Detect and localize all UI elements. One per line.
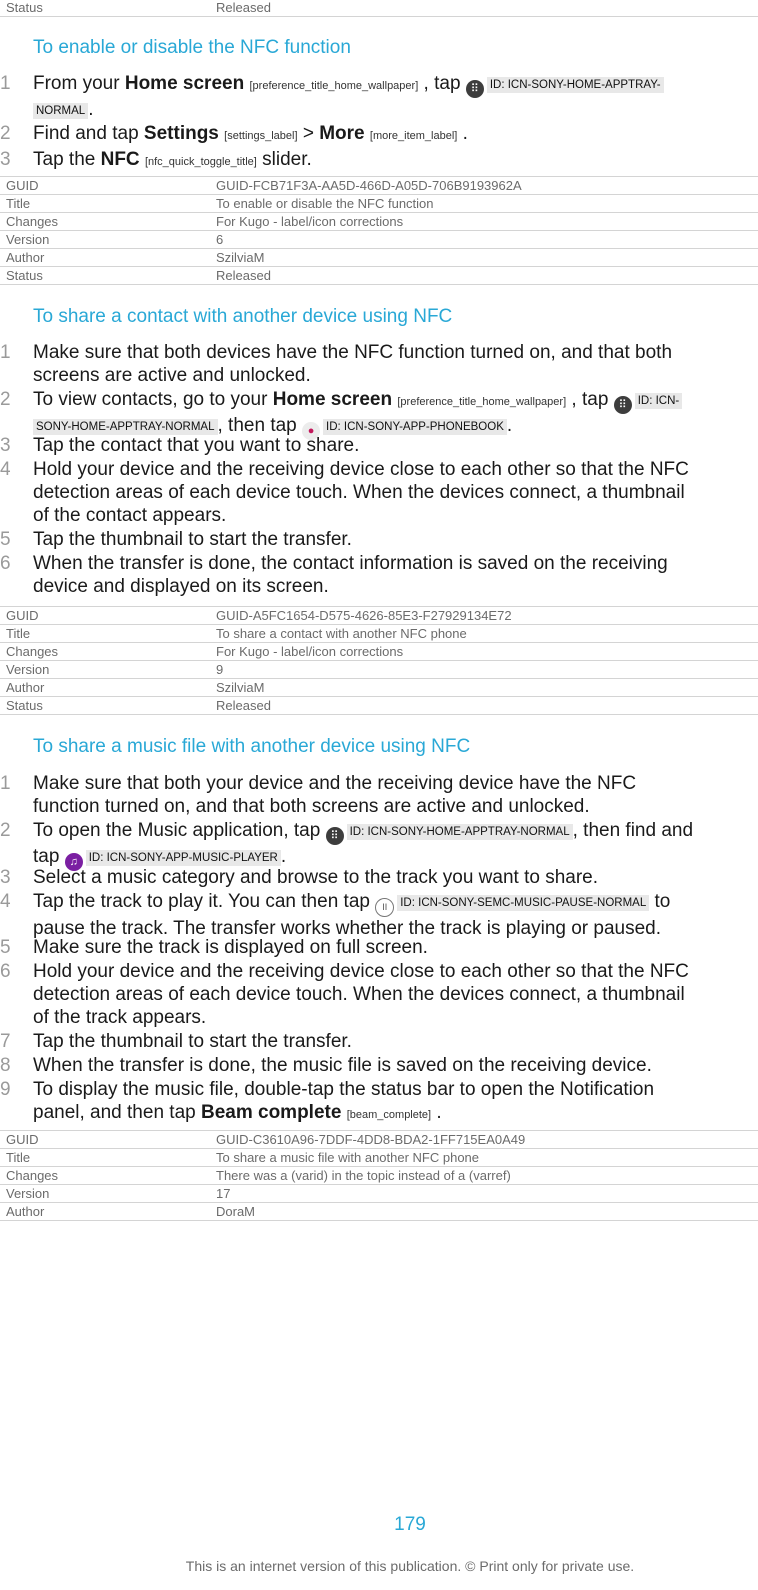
step-text-part: . xyxy=(436,1102,442,1123)
metadata-row xyxy=(0,249,758,267)
metadata-row xyxy=(0,195,758,213)
phonebook-icon: ● xyxy=(302,422,320,440)
metadata-value: For Kugo - label/icon corrections xyxy=(210,213,758,231)
apptray-icon: ⠿ xyxy=(466,80,484,98)
metadata-value: SzilviaM xyxy=(210,679,758,697)
step-text-part: > xyxy=(302,123,314,144)
step-text-line: detection areas of each device touch. When the devices connect, a thumbnail xyxy=(33,482,685,503)
metadata-key: Version xyxy=(0,1185,210,1203)
step-text-line: To display the music file, double-tap the status bar to open the Notification xyxy=(33,1079,655,1100)
metadata-value: Released xyxy=(210,267,758,285)
step-number: 9 xyxy=(0,1079,11,1100)
step-text-part: Tap the track to play it. You can then tap xyxy=(33,891,370,912)
step-text: Tap the contact that you want to share. xyxy=(33,435,360,456)
metadata-value: 17 xyxy=(210,1185,758,1203)
icon-id-label: SONY-HOME-APPTRAY-NORMAL xyxy=(33,419,218,435)
metadata-value: To enable or disable the NFC function xyxy=(210,195,758,213)
step-number: 8 xyxy=(0,1055,11,1076)
metadata-key: GUID xyxy=(0,1131,210,1149)
step-text-line: of the contact appears. xyxy=(33,505,227,526)
icon-id-label: ID: ICN-SONY-APP-PHONEBOOK xyxy=(323,419,507,435)
step-text-line: When the transfer is done, the contact information is saved on the receiving xyxy=(33,553,668,574)
step-text xyxy=(33,819,758,871)
metadata-row xyxy=(0,679,758,697)
step-text-part: panel, and then tap xyxy=(33,1102,196,1123)
pause-icon: II xyxy=(375,898,394,917)
step-text-part: , tap xyxy=(423,73,461,94)
step-text-part: , then find and xyxy=(572,820,694,841)
step-text xyxy=(33,341,758,387)
string-id: [settings_label] xyxy=(224,130,298,142)
metadata-row xyxy=(0,607,758,625)
section-heading-share-contact: To share a contact with another device using NFC xyxy=(33,306,453,327)
step-text xyxy=(33,772,758,818)
step-text-line: screens are active and unlocked. xyxy=(33,365,311,386)
metadata-row xyxy=(0,1185,758,1203)
metadata-key: GUID xyxy=(0,607,210,625)
metadata-key: Status xyxy=(0,697,210,715)
metadata-key: Status xyxy=(0,0,210,17)
metadata-key: Title xyxy=(0,625,210,643)
step-text: Tap the thumbnail to start the transfer. xyxy=(33,529,352,550)
step-text xyxy=(33,890,758,940)
metadata-key: GUID xyxy=(0,177,210,195)
icon-id-label: ID: ICN-SONY-SEMC-MUSIC-PAUSE-NORMAL xyxy=(397,895,649,911)
step-text xyxy=(33,960,758,1029)
string-id: [preference_title_home_wallpaper] xyxy=(249,80,419,92)
apptray-icon: ⠿ xyxy=(614,396,632,414)
metadata-key: Version xyxy=(0,231,210,249)
string-id: [beam_complete] xyxy=(346,1109,432,1121)
metadata-key: Changes xyxy=(0,1167,210,1185)
step-text-part: To view contacts, go to your xyxy=(33,389,268,410)
metadata-table xyxy=(0,606,758,715)
step-text-part: To open the Music application, tap xyxy=(33,820,321,841)
metadata-row xyxy=(0,1203,758,1221)
step-text-line: pause the track. The transfer works whether the track is playing or paused. xyxy=(33,918,662,939)
step-number: 3 xyxy=(0,149,11,170)
step-text: Tap the thumbnail to start the transfer. xyxy=(33,1031,352,1052)
step-text-part: , tap xyxy=(571,389,609,410)
metadata-value: To share a contact with another NFC phone xyxy=(210,625,758,643)
footer-note: This is an internet version of this publication. © Print only for private use. xyxy=(185,1558,635,1574)
string-id: [more_item_label] xyxy=(369,130,458,142)
metadata-key: Title xyxy=(0,1149,210,1167)
step-number: 6 xyxy=(0,553,11,574)
metadata-row xyxy=(0,661,758,679)
step-number: 3 xyxy=(0,867,11,888)
ui-label-settings: Settings xyxy=(143,123,219,144)
metadata-table xyxy=(0,176,758,285)
step-text-part: . xyxy=(88,99,94,120)
step-number: 6 xyxy=(0,961,11,982)
metadata-value: Released xyxy=(210,697,758,715)
metadata-row xyxy=(0,267,758,285)
metadata-value: To share a music file with another NFC phone xyxy=(210,1149,758,1167)
step-text: Select a music category and browse to the track you want to share. xyxy=(33,867,599,888)
metadata-row xyxy=(0,177,758,195)
metadata-value: DoraM xyxy=(210,1203,758,1221)
metadata-row xyxy=(0,643,758,661)
metadata-key: Author xyxy=(0,249,210,267)
metadata-value: GUID-FCB71F3A-AA5D-466D-A05D-706B9193962A xyxy=(210,177,758,195)
metadata-key: Changes xyxy=(0,213,210,231)
metadata-value: SzilviaM xyxy=(210,249,758,267)
metadata-key: Title xyxy=(0,195,210,213)
step-text-line: function turned on, and that both screens are active and unlocked. xyxy=(33,796,590,817)
step-text xyxy=(33,388,758,440)
step-number: 5 xyxy=(0,529,11,550)
step-text: When the transfer is done, the music file is saved on the receiving device. xyxy=(33,1055,652,1076)
metadata-key: Author xyxy=(0,679,210,697)
step-text-part: Tap the xyxy=(33,149,96,170)
step-text-line: Hold your device and the receiving device close to each other so that the NFC xyxy=(33,961,689,982)
metadata-value: For Kugo - label/icon corrections xyxy=(210,643,758,661)
icon-id-label: ID: ICN-SONY-APP-MUSIC-PLAYER xyxy=(86,850,281,866)
step-text-part: slider. xyxy=(262,149,312,170)
step-number: 5 xyxy=(0,937,11,958)
metadata-row xyxy=(0,697,758,715)
step-number: 1 xyxy=(0,73,11,94)
step-number: 2 xyxy=(0,389,11,410)
metadata-table xyxy=(0,1130,758,1221)
step-text xyxy=(33,122,758,148)
step-text-part: to xyxy=(654,891,671,912)
step-number: 2 xyxy=(0,820,11,841)
metadata-row xyxy=(0,1149,758,1167)
step-number: 4 xyxy=(0,891,11,912)
metadata-key: Author xyxy=(0,1203,210,1221)
metadata-value: 9 xyxy=(210,661,758,679)
step-number: 1 xyxy=(0,773,11,794)
step-text xyxy=(33,1078,758,1127)
icon-id-label: NORMAL xyxy=(33,103,88,119)
step-text-part: Find and tap xyxy=(33,123,139,144)
step-text-line: Hold your device and the receiving device close to each other so that the NFC xyxy=(33,459,689,480)
step-text xyxy=(33,148,758,174)
ui-label-more: More xyxy=(319,123,365,144)
string-id: [nfc_quick_toggle_title] xyxy=(144,156,257,168)
step-text xyxy=(33,458,758,527)
metadata-row xyxy=(0,625,758,643)
ui-label-home-screen: Home screen xyxy=(124,73,245,94)
step-text-part: , then tap xyxy=(217,415,297,436)
step-number: 2 xyxy=(0,123,11,144)
page-number: 179 xyxy=(394,1514,426,1535)
step-text-line: detection areas of each device touch. When the devices connect, a thumbnail xyxy=(33,984,685,1005)
step-text xyxy=(33,72,758,121)
metadata-key: Version xyxy=(0,661,210,679)
string-id: [preference_title_home_wallpaper] xyxy=(397,396,567,408)
metadata-row xyxy=(0,1167,758,1185)
step-text xyxy=(33,552,758,598)
icon-id-label: ID: ICN-SONY-HOME-APPTRAY-NORMAL xyxy=(347,824,573,840)
metadata-key: Status xyxy=(0,267,210,285)
metadata-value: GUID-C3610A96-7DDF-4DD8-BDA2-1FF715EA0A49 xyxy=(210,1131,758,1149)
step-number: 7 xyxy=(0,1031,11,1052)
step-text-part: . xyxy=(280,846,287,867)
step-text-part: . xyxy=(506,415,513,436)
metadata-value: There was a (varid) in the topic instead of a (varref) xyxy=(210,1167,758,1185)
metadata-value: 6 xyxy=(210,231,758,249)
apptray-icon: ⠿ xyxy=(326,827,344,845)
metadata-row xyxy=(0,0,758,17)
metadata-key: Changes xyxy=(0,643,210,661)
step-number: 4 xyxy=(0,459,11,480)
step-text-line: Make sure that both devices have the NFC function turned on, and that both xyxy=(33,342,673,363)
section-heading-share-music: To share a music file with another device using NFC xyxy=(33,736,471,757)
step-text-line: of the track appears. xyxy=(33,1007,207,1028)
metadata-value: GUID-A5FC1654-D575-4626-85E3-F27929134E72 xyxy=(210,607,758,625)
step-text-line: device and displayed on its screen. xyxy=(33,576,329,597)
section-heading-enable-nfc: To enable or disable the NFC function xyxy=(33,37,351,58)
ui-label-home-screen: Home screen xyxy=(272,389,393,410)
metadata-row xyxy=(0,231,758,249)
metadata-table-previous xyxy=(0,0,758,17)
step-text: Make sure the track is displayed on full screen. xyxy=(33,937,428,958)
metadata-value: Released xyxy=(210,0,758,17)
icon-id-label: ID: ICN-SONY-HOME-APPTRAY- xyxy=(487,77,664,93)
music-player-icon: ♫ xyxy=(65,853,83,871)
step-number: 1 xyxy=(0,342,11,363)
metadata-row xyxy=(0,213,758,231)
step-number: 3 xyxy=(0,435,11,456)
ui-label-beam-complete: Beam complete xyxy=(200,1102,342,1123)
icon-id-label: ID: ICN- xyxy=(635,393,683,409)
step-text-line: Make sure that both your device and the receiving device have the NFC xyxy=(33,773,637,794)
ui-label-nfc: NFC xyxy=(100,149,140,170)
metadata-row xyxy=(0,1131,758,1149)
step-text-part: tap xyxy=(33,846,60,867)
step-text-part: . xyxy=(462,123,468,144)
step-text-part: From your xyxy=(33,73,120,94)
